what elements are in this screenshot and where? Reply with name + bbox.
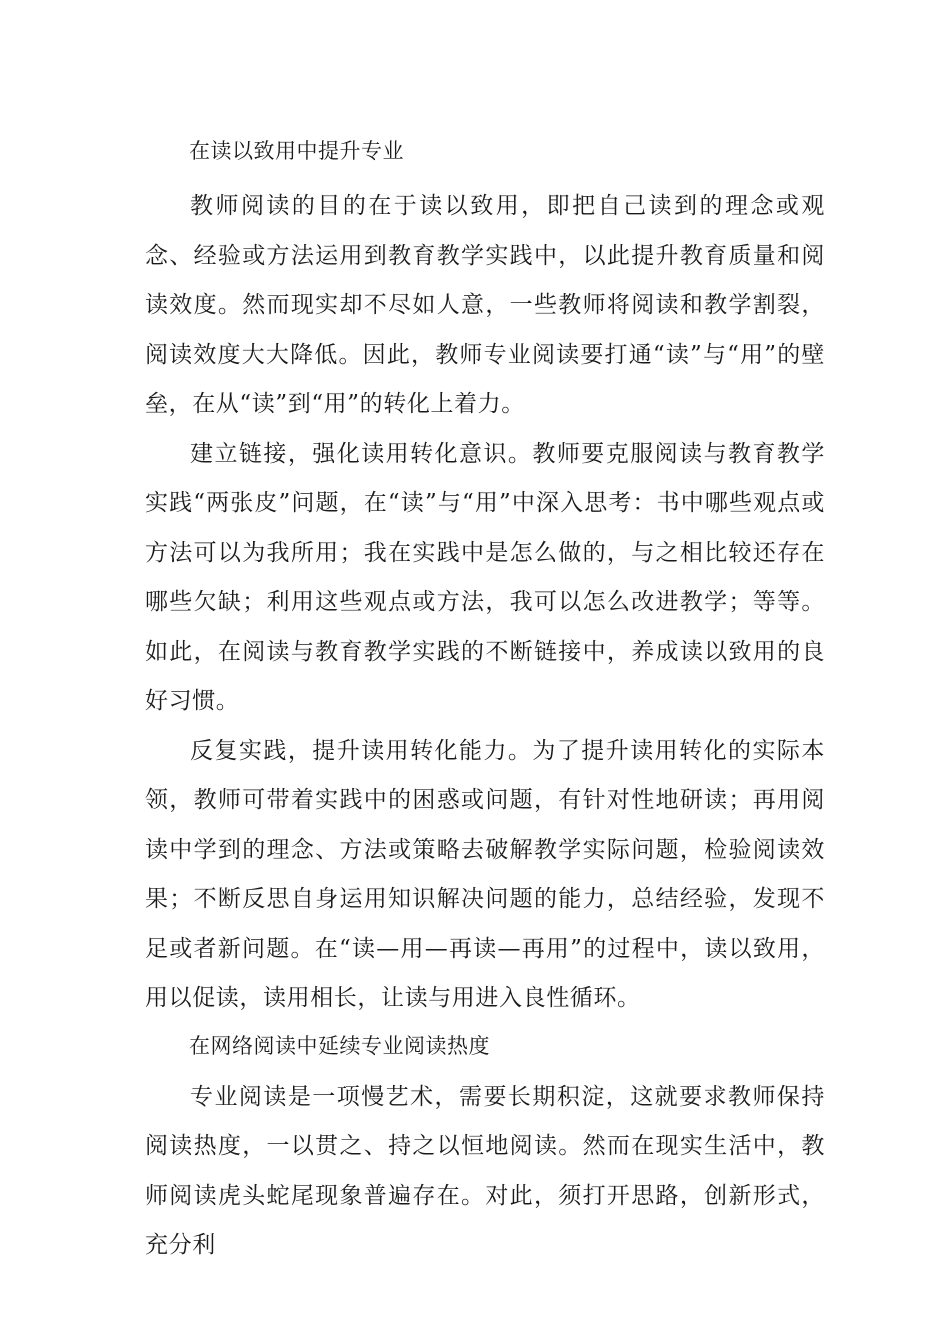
paragraph-1-3: 反复实践，提升读用转化能力。为了提升读用转化的实际本领，教师可带着实践中的困惑或问题，有针对性地研读；再用阅读中学到的理念、方法或策略去破解教学实际问题，检验阅读效果；不断反思自身运用知识解决问题的能力，总结经验，发现不足或者新问题。在“读—用—再读—再用”的过程中，读以致用，用以促读，读用相长，让读与用进入良性循环。 bbox=[145, 737, 825, 1011]
paragraph-1-2: 建立链接，强化读用转化意识。教师要克服阅读与教育教学实践“两张皮”问题，在“读”与“用”中深入思考：书中哪些观点或方法可以为我所用；我在实践中是怎么做的，与之相比较还存在哪些欠缺；利用这些观点或方法，我可以怎么改进教学；等等。如此，在阅读与教育教学实践的不断链接中，养成读以致用的良好习惯。 bbox=[145, 440, 825, 714]
paragraph-2-1: 专业阅读是一项慢艺术，需要长期积淀，这就要求教师保持阅读热度，一以贯之、持之以恒地阅读。然而在现实生活中，教师阅读虎头蛇尾现象普遍存在。对此，须打开思路，创新形式，充分利 bbox=[145, 1083, 825, 1258]
section-heading-2: 在网络阅读中延续专业阅读热度 bbox=[189, 1033, 490, 1058]
document-page bbox=[145, 133, 825, 1271]
section-heading-1: 在读以致用中提升专业 bbox=[189, 139, 404, 163]
paragraph-1-1: 教师阅读的目的在于读以致用，即把自己读到的理念或观念、经验或方法运用到教育教学实践中，以此提升教育质量和阅读效度。然而现实却不尽如人意，一些教师将阅读和教学割裂，阅读效度大大降低。因此，教师专业阅读要打通“读”与“用”的壁垒，在从“读”到“用”的转化上着力。 bbox=[145, 193, 825, 417]
